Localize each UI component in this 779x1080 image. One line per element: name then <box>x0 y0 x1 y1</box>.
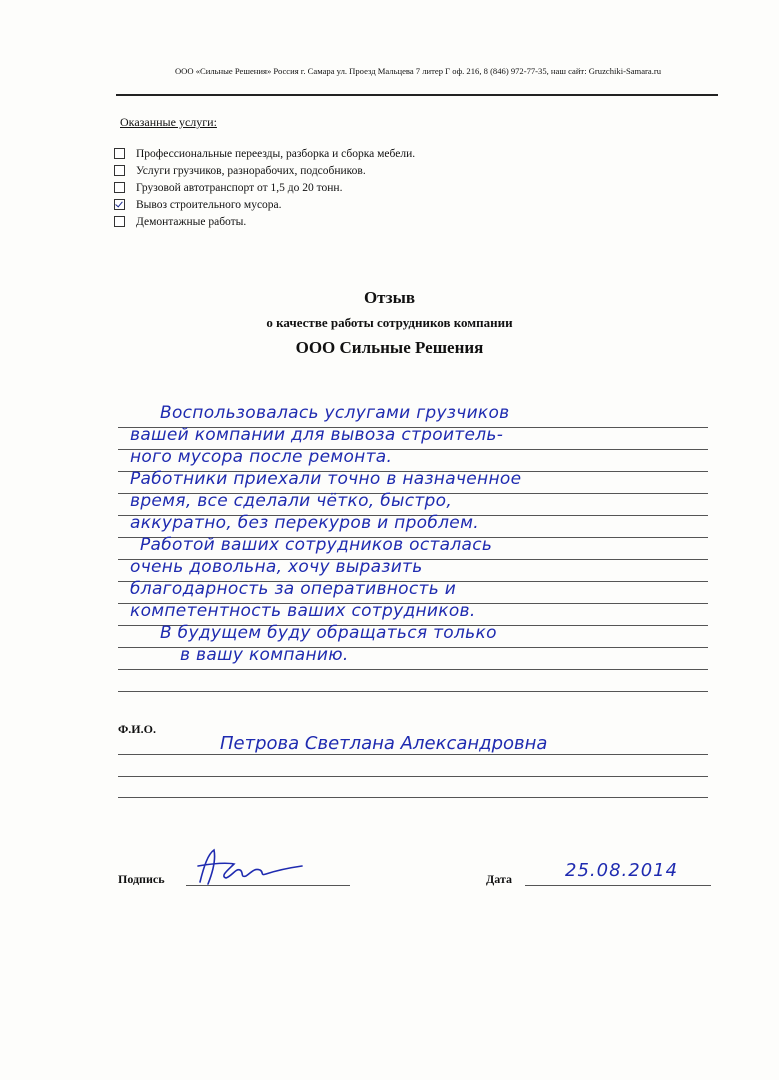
checkbox[interactable] <box>114 148 125 159</box>
fio-line <box>118 797 708 798</box>
service-label: Услуги грузчиков, разнорабочих, подсобников. <box>136 164 366 177</box>
service-label: Грузовой автотранспорт от 1,5 до 20 тонн. <box>136 181 343 194</box>
review-text-line: В будущем буду обращаться только <box>160 623 497 643</box>
company-name: ООО Сильные Решения <box>295 338 484 357</box>
service-item <box>114 162 614 179</box>
checkbox[interactable] <box>114 182 125 193</box>
date-value: 25.08.2014 <box>565 860 679 881</box>
service-label: Демонтажные работы. <box>136 215 247 228</box>
review-text-line: Работники приехали точно в назначенное <box>130 469 522 489</box>
header-divider <box>116 94 718 96</box>
review-text-line: аккуратно, без перекуров и проблем. <box>130 513 479 533</box>
review-text-line: Воспользовалась услугами грузчиков <box>160 403 510 423</box>
services-title: Оказанные услуги: <box>120 115 217 129</box>
review-text-line: благодарность за оперативность и <box>130 579 457 599</box>
service-label: Профессиональные переезды, разборка и сборка мебели. <box>136 147 416 160</box>
service-item <box>114 145 614 162</box>
signature-label: Подпись <box>118 872 165 886</box>
review-text-line: в вашу компанию. <box>180 645 349 665</box>
service-label: Вывоз строительного мусора. <box>136 198 282 211</box>
services-list <box>114 145 614 230</box>
service-item <box>114 196 614 213</box>
review-text-line: компетентность ваших сотрудников. <box>130 601 476 621</box>
date-line <box>525 885 711 886</box>
page-title: Отзыв <box>363 288 416 307</box>
review-text-line: время, все сделали чётко, быстро, <box>130 491 453 511</box>
checkbox-checked[interactable] <box>114 199 125 210</box>
review-text-line: вашей компании для вывоза строитель- <box>130 425 504 445</box>
review-text-line: ного мусора после ремонта. <box>130 447 393 467</box>
fio-value: Петрова Светлана Александровна <box>220 733 548 754</box>
signature-image <box>190 846 310 888</box>
review-text-line: Работой ваших сотрудников осталась <box>140 535 493 555</box>
fio-label: Ф.И.О. <box>118 722 156 736</box>
review-text-line: очень довольна, хочу выразить <box>130 557 423 577</box>
ruled-line <box>118 691 708 692</box>
checkbox[interactable] <box>114 216 125 227</box>
company-header: ООО «Сильные Решения» Россия г. Самара ул. Проезд Мальцева 7 литер Г оф. 216, 8 (846) 972-77-35, наш сайт: Gruzchiki-Samara.ru <box>174 66 662 76</box>
fio-line <box>118 776 708 777</box>
page-subtitle: о качестве работы сотрудников компании <box>266 315 513 330</box>
ruled-line <box>118 669 708 670</box>
checkbox[interactable] <box>114 165 125 176</box>
service-item <box>114 213 614 230</box>
service-item <box>114 179 614 196</box>
date-label: Дата <box>486 872 512 886</box>
fio-line <box>118 754 708 755</box>
